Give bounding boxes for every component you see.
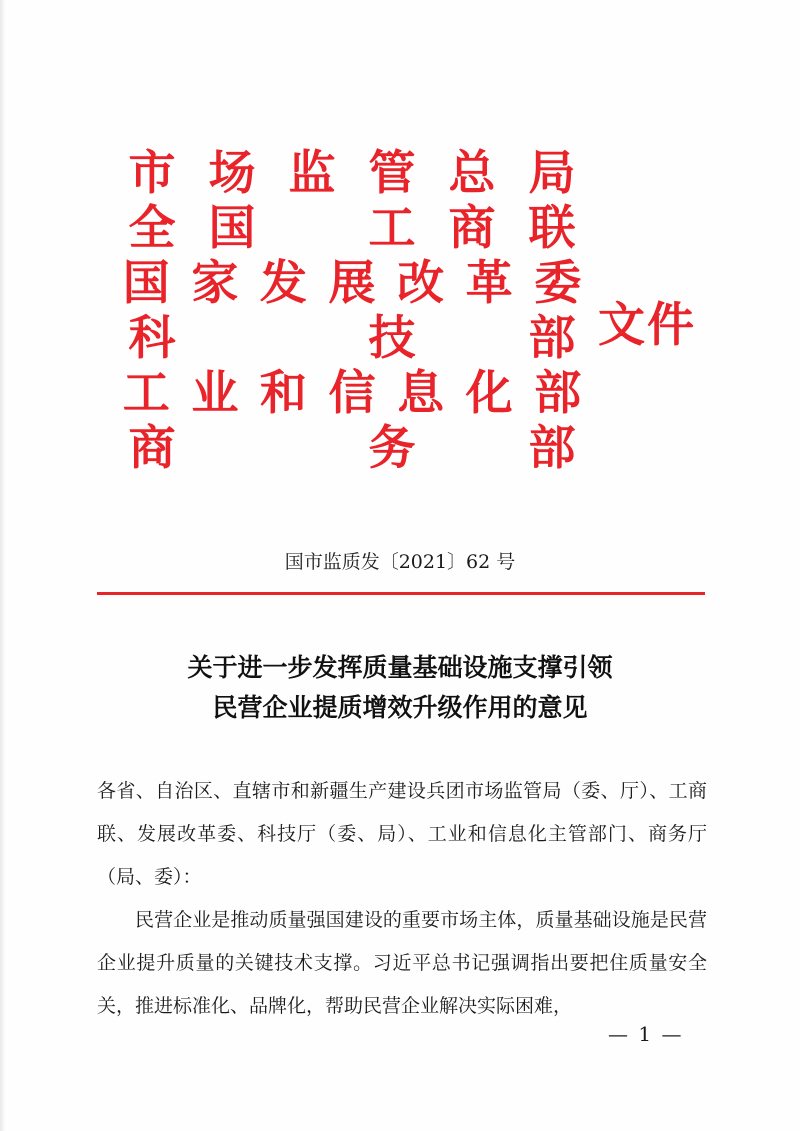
issuer-char: 管 bbox=[368, 146, 416, 201]
issuer-char: 展 bbox=[328, 256, 376, 311]
issuer-char: 革 bbox=[465, 256, 513, 311]
issuer-char: 息 bbox=[397, 366, 445, 421]
issuer-char: 业 bbox=[191, 366, 239, 421]
document-body bbox=[97, 770, 707, 1028]
red-divider bbox=[97, 592, 705, 595]
document-number: 国市监质发〔2021〕62 号 bbox=[284, 551, 516, 573]
issuer-char: 化 bbox=[465, 366, 513, 421]
issuer-char: 科 bbox=[128, 311, 176, 366]
issuer-char: 家 bbox=[191, 256, 239, 311]
issuer-block bbox=[112, 146, 592, 476]
page-number: — 1 — bbox=[608, 1022, 684, 1046]
issuer-char: 全 bbox=[128, 201, 176, 256]
issuer-char: 发 bbox=[259, 256, 307, 311]
title-line-1: 关于进一步发挥质量基础设施支撑引领 bbox=[187, 653, 613, 682]
issuer-row-1 bbox=[112, 146, 592, 201]
issuer-char: 信 bbox=[328, 366, 376, 421]
issuer-char: 市 bbox=[128, 146, 176, 201]
issuer-char: 商 bbox=[448, 201, 496, 256]
issuer-char: 部 bbox=[528, 421, 576, 476]
issuer-char bbox=[272, 421, 352, 476]
issuer-char: 委 bbox=[534, 256, 582, 311]
issuer-char: 务 bbox=[368, 421, 416, 476]
addressee: 各省、自治区、直辖市和新疆生产建设兵团市场监管局（委、厅）、工商联、发展改革委、科技厅（委、局）、工业和信息化主管部门、商务厅（局、委）： bbox=[97, 780, 707, 888]
issuer-char bbox=[432, 421, 512, 476]
issuer-row-4 bbox=[112, 311, 592, 366]
issuer-char bbox=[192, 311, 272, 366]
issuer-row-2 bbox=[112, 201, 592, 256]
issuer-char: 和 bbox=[259, 366, 307, 421]
issuer-char: 工 bbox=[122, 366, 170, 421]
title-line-2: 民营企业提质增效升级作用的意见 bbox=[212, 693, 588, 722]
issuer-row-3 bbox=[112, 256, 592, 311]
issuer-char: 技 bbox=[368, 311, 416, 366]
issuer-char: 总 bbox=[448, 146, 496, 201]
issuer-char: 部 bbox=[528, 311, 576, 366]
issuer-char: 商 bbox=[128, 421, 176, 476]
issuer-char: 局 bbox=[528, 146, 576, 201]
issuer-row-5 bbox=[112, 366, 592, 421]
document-title bbox=[0, 648, 800, 728]
issuer-char: 国 bbox=[208, 201, 256, 256]
issuer-char bbox=[432, 311, 512, 366]
issuer-char: 联 bbox=[528, 201, 576, 256]
issuer-char bbox=[272, 201, 352, 256]
issuer-row-6 bbox=[112, 421, 592, 476]
issuer-char bbox=[192, 421, 272, 476]
issuer-char: 监 bbox=[288, 146, 336, 201]
issuer-char bbox=[272, 311, 352, 366]
document-suffix: 文件 bbox=[598, 298, 696, 353]
issuer-char: 场 bbox=[208, 146, 256, 201]
issuer-char: 工 bbox=[368, 201, 416, 256]
issuer-char: 国 bbox=[122, 256, 170, 311]
issuer-char: 部 bbox=[534, 366, 582, 421]
issuer-char: 改 bbox=[397, 256, 445, 311]
body-paragraph: 民营企业是推动质量强国建设的重要市场主体，质量基础设施是民营企业提升质量的关键技术支撑。习近平总书记强调指出要把住质量安全关，推进标准化、品牌化，帮助民营企业解决实际困难， bbox=[97, 909, 707, 1017]
